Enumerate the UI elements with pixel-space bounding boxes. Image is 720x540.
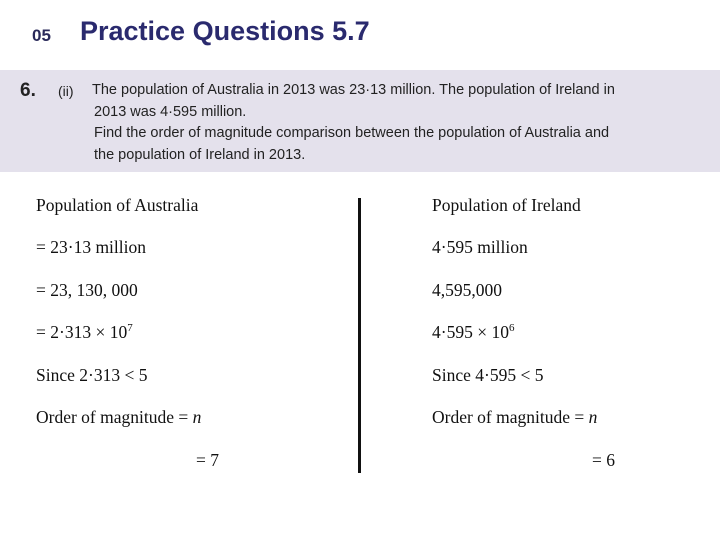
- left-result: = 7: [196, 450, 219, 470]
- left-line-1: = 23·13 million: [36, 237, 147, 257]
- right-line-3: [432, 322, 514, 343]
- question-box: [0, 70, 720, 172]
- column-divider: [358, 198, 361, 473]
- right-line-5-prefix: Order of magnitude =: [432, 407, 589, 427]
- question-line-3: Find the order of magnitude comparison between the population of Australia and: [94, 125, 610, 141]
- question-part: (ii): [58, 83, 74, 99]
- right-heading: Population of Ireland: [432, 195, 581, 215]
- question-number: 6.: [20, 80, 36, 101]
- chapter-number: 05: [32, 26, 51, 45]
- left-line-2: = 23, 130, 000: [36, 280, 138, 300]
- right-line-5-variable: n: [588, 407, 598, 427]
- right-line-3-exponent: 6: [508, 322, 515, 334]
- page-title: Practice Questions 5.7: [80, 16, 370, 46]
- question-line-4: the population of Ireland in 2013.: [94, 147, 306, 163]
- left-line-4: Since 2·313 < 5: [36, 365, 148, 385]
- right-line-5: [432, 407, 597, 428]
- right-result: = 6: [592, 450, 615, 470]
- question-line-2: 2013 was 4·595 million.: [94, 104, 247, 120]
- right-line-2: 4,595,000: [432, 280, 502, 300]
- right-line-4: Since 4·595 < 5: [432, 365, 544, 385]
- left-line-3-exponent: 7: [127, 322, 133, 334]
- left-line-5-prefix: Order of magnitude =: [36, 407, 193, 427]
- left-heading: Population of Australia: [36, 195, 199, 215]
- left-line-3-base: = 2·313 × 10: [36, 322, 128, 342]
- right-line-1: 4·595 million: [432, 237, 528, 257]
- left-line-3: [36, 322, 133, 343]
- left-line-5: [36, 407, 201, 428]
- left-line-5-variable: n: [192, 407, 202, 427]
- right-line-3-base: 4·595 × 10: [432, 322, 509, 342]
- question-line-1: The population of Australia in 2013 was 23·13 million. The population of Ireland in: [92, 82, 615, 98]
